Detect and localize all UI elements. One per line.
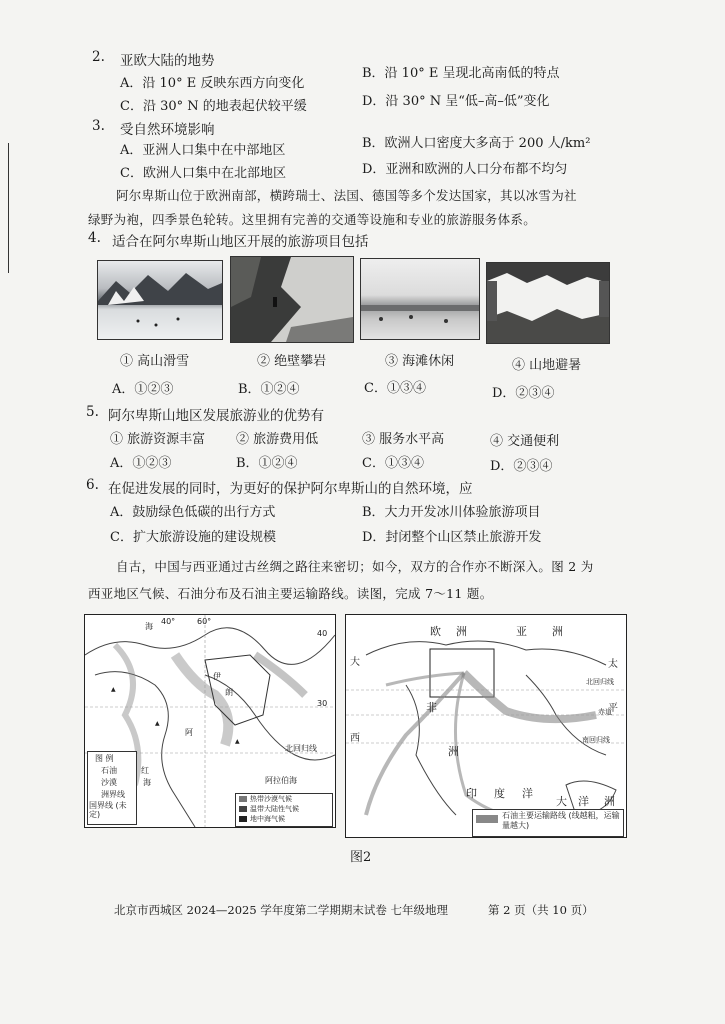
q3-option-c[interactable]: C．欧洲人口集中在北部地区 [120, 166, 286, 181]
q3-stem: 受自然环境影响 [120, 122, 215, 138]
map2-equator: 赤道 [598, 708, 612, 716]
photo-caption-1: ① 高山滑雪 [120, 354, 190, 369]
map2-label-tai: 太 [608, 659, 618, 670]
q6-stem: 在促进发展的同时，为更好的保护阿尔卑斯山的自然环境，应 [108, 481, 473, 497]
q5-option-b[interactable]: B．①②④ [236, 456, 298, 471]
alps-intro-line2: 绿野为袍，四季景色轮转。这里拥有完善的交通等设施和专业的旅游服务体系。 [88, 212, 537, 227]
map2-label-ou: 欧 [430, 625, 441, 638]
map-lat-30: 30 [317, 699, 328, 708]
map-legend-oil: 石油 [101, 766, 117, 775]
q2-stem: 亚欧大陆的地势 [120, 53, 215, 69]
map-legend-title: 图 例 [95, 754, 114, 763]
photo-caption-2: ② 绝壁攀岩 [257, 354, 327, 369]
west-asia-intro-line2: 西亚地区气候、石油分布及石油主要运输路线。读图，完成 7～11 题。 [88, 586, 493, 601]
map2-label-zhou3: 洲 [448, 745, 459, 758]
route-legend-arrow-icon [476, 815, 498, 823]
beach-scene-icon [361, 259, 479, 339]
climate-swatch-continental [239, 806, 247, 812]
map2-label-fei: 非 [426, 701, 437, 714]
map2-label-ya: 亚 [516, 625, 527, 638]
q3-option-a[interactable]: A．亚洲人口集中在中部地区 [120, 143, 286, 158]
map2-label-zhou2: 洲 [552, 625, 563, 638]
q2-option-d[interactable]: D．沿 30° N 呈“低–高–低”变化 [362, 94, 550, 109]
q5-number: 5. [86, 404, 99, 420]
photo-alpine-skiing [97, 260, 223, 340]
figure-caption: 图2 [350, 850, 372, 865]
q6-option-b[interactable]: B．大力开发冰川体验旅游项目 [362, 505, 541, 520]
map-tropic-of-cancer: 北回归线 [285, 744, 317, 753]
route-legend-text: 石油主要运输路线 (线越粗，运输量越大) [502, 811, 620, 830]
west-asia-intro-line1: 自古，中国与西亚通过古丝绸之路往来密切；如今，双方的合作亦不断深入。图 2 为 [116, 559, 594, 574]
map-label-lang: 朗 [225, 688, 233, 697]
q5-option-a[interactable]: A．①②③ [110, 456, 172, 471]
map2-label-du: 度 [494, 787, 505, 800]
map2-label-yang: 洋 [522, 787, 533, 800]
map-label-red: 红 [141, 766, 149, 775]
footer-exam-title: 北京市西城区 2024—2025 学年度第二学期期末试卷 七年级地理 [114, 903, 448, 917]
map2-tropic-of-capricorn: 南回归线 [582, 736, 610, 744]
map-lat-40: 40 [317, 629, 328, 638]
alps-intro-line1: 阿尔卑斯山位于欧洲南部，横跨瑞士、法国、德国等多个发达国家，其以冰雪为社 [116, 188, 577, 203]
map-label-yi: 伊 [213, 672, 221, 681]
q6-number: 6. [86, 477, 99, 493]
q2-option-b[interactable]: B．沿 10° E 呈现北高南低的特点 [362, 66, 560, 81]
west-asia-climate-oil-map [84, 614, 336, 828]
svg-text:▲: ▲ [111, 686, 116, 693]
photo-mountain-summer-retreat [486, 262, 610, 344]
q5-option-c[interactable]: C．①③④ [362, 456, 424, 471]
map2-label-yin: 印 [466, 787, 477, 800]
map2-tropic-of-cancer: 北回归线 [586, 678, 614, 686]
map2-label-ping: 平 [608, 703, 618, 714]
map2-label-zhou1: 洲 [456, 625, 467, 638]
climate-legend-mediterranean: 地中海气候 [250, 815, 285, 823]
q6-option-c[interactable]: C．扩大旅游设施的建设规模 [110, 530, 276, 545]
mountain-lake-icon [487, 263, 609, 343]
q5-stem: 阿尔卑斯山地区发展旅游业的优势有 [108, 408, 324, 424]
svg-text:▲: ▲ [155, 720, 160, 727]
climate-swatch-desert [239, 796, 247, 802]
q3-option-d[interactable]: D．亚洲和欧洲的人口分布都不均匀 [362, 162, 568, 177]
q5-item-4: ④ 交通便利 [490, 434, 560, 449]
map-label-arabian-sea: 阿拉伯海 [265, 776, 297, 785]
climate-swatch-mediterranean [239, 816, 247, 822]
q6-option-a[interactable]: A．鼓励绿色低碳的出行方式 [110, 505, 276, 520]
svg-text:▲: ▲ [235, 738, 240, 745]
binding-margin-line [8, 143, 9, 273]
oil-transport-route-map [345, 614, 627, 838]
map-label-a: 阿 [185, 728, 193, 737]
photo-rock-climbing [230, 256, 354, 343]
q2-option-a[interactable]: A．沿 10° E 反映东西方向变化 [120, 76, 305, 91]
map-legend-desert: 沙漠 [101, 778, 117, 787]
rock-cliff-icon [231, 257, 353, 342]
map-lon-60: 60° [197, 617, 212, 626]
q4-stem: 适合在阿尔卑斯山地区开展的旅游项目包括 [112, 234, 369, 250]
map2-label-zhou4: 洲 [604, 795, 615, 808]
q5-item-1: ① 旅游资源丰富 [110, 432, 206, 447]
q4-option-a[interactable]: A．①②③ [112, 382, 174, 397]
climate-legend-desert: 热带沙漠气候 [250, 795, 292, 803]
map2-label-da: 大 [350, 657, 360, 668]
q6-option-d[interactable]: D．封闭整个山区禁止旅游开发 [362, 530, 542, 545]
q2-option-c[interactable]: C．沿 30° N 的地表起伏较平缓 [120, 99, 307, 114]
q4-option-b[interactable]: B．①②④ [238, 382, 300, 397]
footer-page-number: 第 2 页（共 10 页） [488, 903, 594, 917]
q5-item-2: ② 旅游费用低 [236, 432, 319, 447]
climate-legend-continental: 温带大陆性气候 [250, 805, 299, 813]
photo-caption-4: ④ 山地避暑 [512, 358, 582, 373]
map-label-hai: 海 [145, 622, 153, 631]
q4-option-d[interactable]: D．②③④ [492, 386, 555, 401]
photo-beach-leisure [360, 258, 480, 340]
q2-number: 2. [92, 49, 105, 65]
map2-label-xi: 西 [350, 733, 360, 744]
q4-number: 4. [88, 230, 101, 246]
map-legend-continent-boundary: 洲界线 [101, 790, 125, 799]
map-label-red-sea: 海 [143, 778, 151, 787]
q5-option-d[interactable]: D．②③④ [490, 459, 553, 474]
q5-item-3: ③ 服务水平高 [362, 432, 445, 447]
q3-option-b[interactable]: B．欧洲人口密度大多高于 200 人/km² [362, 136, 591, 151]
map-legend-national-boundary: 国界线 (未定) [89, 801, 127, 819]
q4-option-c[interactable]: C．①③④ [364, 381, 426, 396]
q3-number: 3. [92, 118, 105, 134]
map2-label-da2: 大 [556, 795, 567, 808]
map-lon-40: 40° [161, 617, 176, 626]
map2-label-yang2: 洋 [578, 795, 589, 808]
photo-caption-3: ③ 海滩休闲 [385, 354, 455, 369]
skiing-scene-icon [98, 261, 222, 339]
